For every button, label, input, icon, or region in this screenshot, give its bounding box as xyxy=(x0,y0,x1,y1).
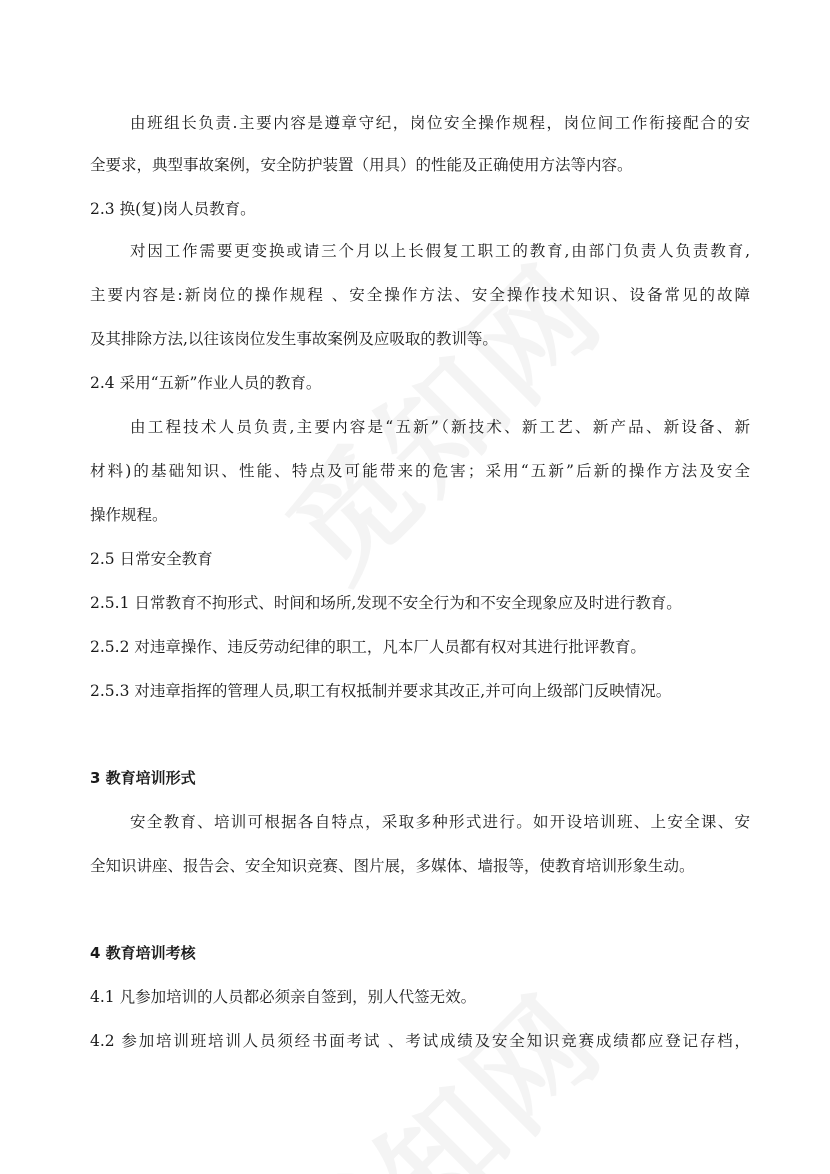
paragraph-line: 对因工作需要更变换或请三个月以上长假复工职工的教育,由部门负责人负责教育, xyxy=(130,242,750,260)
list-item: 4.1 凡参加培训的人员都必须亲自签到，别人代签无效。 xyxy=(90,988,477,1006)
list-item: 2.5.3 对违章指挥的管理人员,职工有权抵制并要求其改正,并可向上级部门反映情况。 xyxy=(90,682,672,700)
section-heading: 2.4 采用“五新”作业人员的教育。 xyxy=(90,374,322,392)
paragraph-line: 主要内容是:新岗位的操作规程 、安全操作方法、安全操作技术知识、设备常见的故障 xyxy=(90,286,750,304)
list-item: 2.5.1 日常教育不拘形式、时间和场所,发现不安全行为和不安全现象应及时进行教育。 xyxy=(90,594,682,612)
paragraph-line: 由班组长负责.主要内容是遵章守纪，岗位安全操作规程，岗位间工作衔接配合的安 xyxy=(130,114,750,132)
paragraph-line: 全要求，典型事故案例，安全防护装置（用具）的性能及正确使用方法等内容。 xyxy=(90,156,633,174)
chapter-heading: 3 教育培训形式 xyxy=(90,769,196,787)
chapter-heading: 4 教育培训考核 xyxy=(90,944,196,962)
paragraph-line: 材料)的基础知识、性能、特点及可能带来的危害；采用“五新”后新的操作方法及安全 xyxy=(90,462,750,480)
section-heading: 2.3 换(复)岗人员教育。 xyxy=(90,200,256,218)
list-item: 2.5.2 对违章操作、违反劳动纪律的职工，凡本厂人员都有权对其进行批评教育。 xyxy=(90,638,646,656)
paragraph-line: 安全教育、培训可根据各自特点，采取多种形式进行。如开设培训班、上安全课、安 xyxy=(130,813,750,831)
section-heading: 2.5 日常安全教育 xyxy=(90,550,213,568)
list-item: 4.2 参加培训班培训人员须经书面考试 、考试成绩及安全知识竞赛成绩都应登记存档， xyxy=(90,1032,750,1050)
paragraph-line: 由工程技术人员负责,主要内容是“五新”（新技术、新工艺、新产品、新设备、新 xyxy=(130,418,750,436)
paragraph-line: 全知识讲座、报告会、安全知识竞赛、图片展，多媒体、墙报等，使教育培训形象生动。 xyxy=(90,857,695,875)
paragraph-line: 操作规程。 xyxy=(90,506,168,524)
paragraph-line: 及其排除方法,以往该岗位发生事故案例及应吸取的教训等。 xyxy=(90,330,498,348)
